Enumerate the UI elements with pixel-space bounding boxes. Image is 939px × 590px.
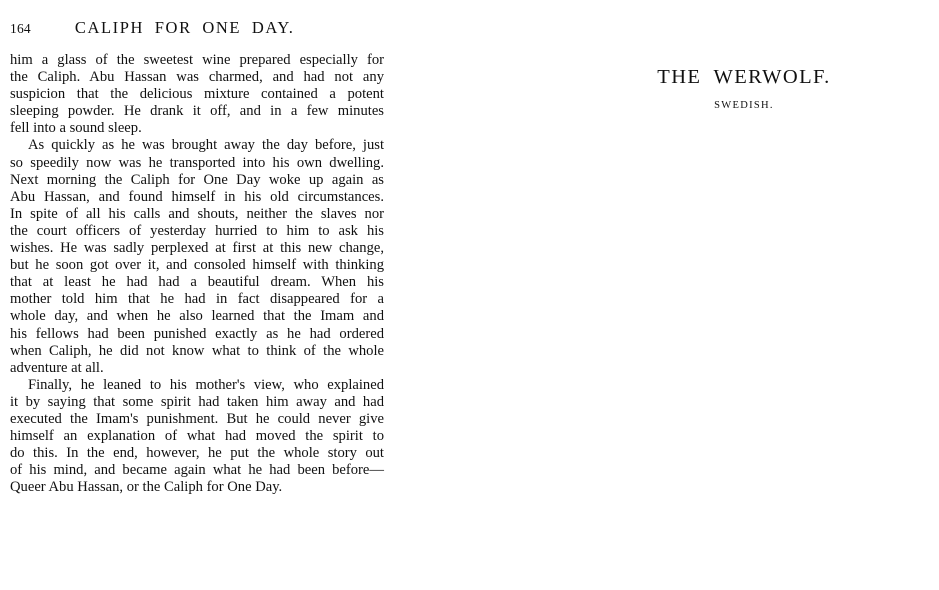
folio-number: 164 <box>10 21 31 36</box>
text-line: adventure at all. <box>10 359 104 376</box>
text-line: the court officers of yesterday hurried to him to ask his <box>10 222 384 239</box>
recto-page <box>470 0 939 590</box>
text-line: mother told him that he had in fact disappeared for a <box>10 291 384 308</box>
text-line: Queer Abu Hassan, or the Caliph for One Day. <box>10 479 283 496</box>
text-line: himself an explanation of what had moved the spirit to <box>10 428 384 445</box>
text-line: As quickly as he was brought away the day before, just <box>28 137 384 154</box>
text-line: In spite of all his calls and shouts, neither the slaves nor <box>10 205 384 222</box>
chapter-head <box>558 66 930 111</box>
text-line: the Caliph. Abu Hassan was charmed, and had not any <box>10 69 384 86</box>
running-head <box>10 18 384 36</box>
text-line: him a glass of the sweetest wine prepared especially for <box>10 52 384 68</box>
text-line: when Caliph, he did not know what to think of the whole <box>10 342 384 359</box>
text-line: executed the Imam's punishment. But he could never give <box>10 410 384 427</box>
text-line: Next morning the Caliph for One Day woke up again as <box>10 171 384 188</box>
text-line: his fellows had been punished exactly as he had ordered <box>10 325 384 342</box>
text-line: that at least he had had a beautiful dream. When his <box>10 274 384 291</box>
text-line: wishes. He was sadly perplexed at first at this new change, <box>10 240 384 257</box>
text-line: it by saying that some spirit had taken him away and had <box>10 393 384 410</box>
text-line: whole day, and when he also learned that the Imam and <box>10 308 384 325</box>
text-line: so speedily now was he transported into his own dwelling. <box>10 154 384 171</box>
text-line: but he soon got over it, and consoled himself with thinking <box>10 257 384 274</box>
chapter-title: THE WERWOLF. <box>657 66 831 88</box>
text-line: Finally, he leaned to his mother's view, who explained <box>28 376 384 393</box>
text-line: Abu Hassan, and found himself in his old circumstances. <box>10 188 384 205</box>
text-line: suspicion that the delicious mixture contained a potent <box>10 86 384 103</box>
text-line: do this. In the end, however, he put the whole story out <box>10 445 384 462</box>
running-title: CALIPH FOR ONE DAY. <box>74 18 295 37</box>
text-line: of his mind, and became again what he had been before— <box>10 462 384 479</box>
text-line: sleeping powder. He drank it off, and in a few minutes <box>10 103 384 120</box>
text-line: fell into a sound sleep. <box>10 120 142 137</box>
chapter-subtitle: SWEDISH. <box>714 99 774 111</box>
verso-text-block <box>10 52 384 496</box>
